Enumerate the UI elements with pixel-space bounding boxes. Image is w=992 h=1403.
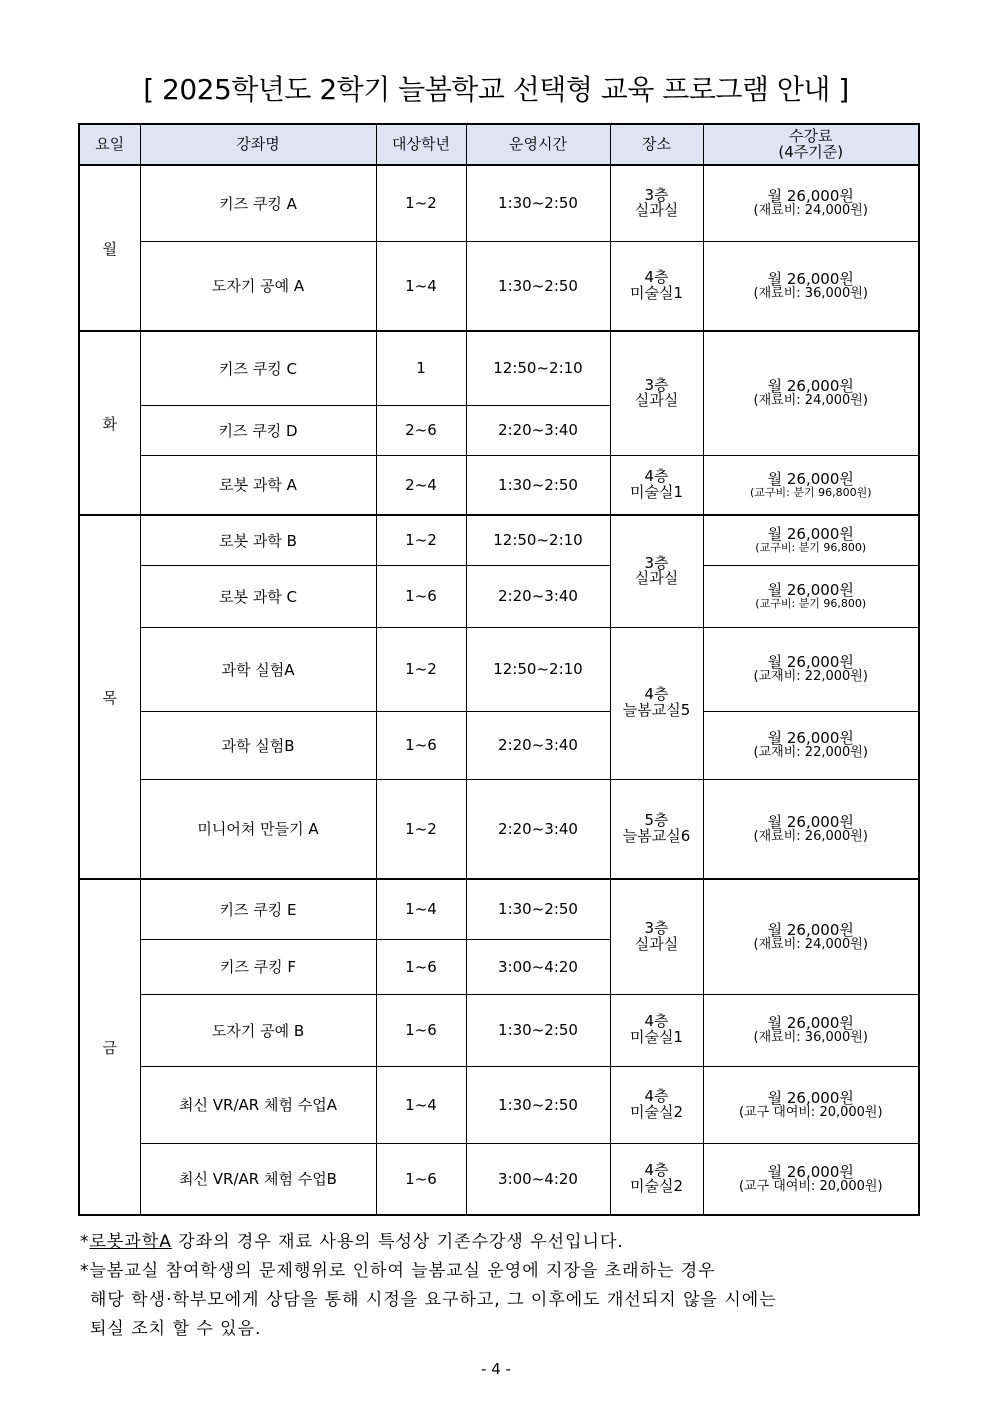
fee-monthly: 월 26,000원: [767, 269, 854, 288]
fee-cell: [703, 879, 919, 994]
time-cell: 12:50~2:10: [466, 515, 610, 565]
course-name: 도자기 공예 A: [140, 241, 376, 331]
place-room: 실과실: [634, 569, 679, 588]
time-cell: 3:00~4:20: [466, 1143, 610, 1215]
place-cell: [610, 1066, 703, 1143]
fee-cell: [703, 515, 919, 565]
course-name: 로봇 과학 A: [140, 455, 376, 515]
place-floor: 5층: [644, 811, 669, 829]
header-course: 강좌명: [140, 124, 376, 165]
course-name: 키즈 쿠킹 A: [140, 165, 376, 241]
fee-extra: (교재비: 22,000원): [753, 669, 868, 684]
table-row: [79, 455, 919, 515]
fee-monthly: 월 26,000원: [767, 1162, 854, 1181]
header-row: [79, 124, 919, 165]
place-floor: 4층: [644, 1086, 669, 1105]
header-place: 장소: [610, 124, 703, 165]
time-cell: 2:20~3:40: [466, 711, 610, 779]
place-floor: 4층: [644, 1161, 669, 1179]
place-room: 실과실: [634, 391, 679, 410]
fee-extra: (재료비: 24,000원): [753, 936, 868, 952]
place-room: 늘봄교실6: [622, 826, 691, 845]
place-floor: 3층: [644, 919, 669, 937]
time-cell: 1:30~2:50: [466, 879, 610, 939]
day-cell: 목: [79, 515, 140, 879]
table-row: [79, 779, 919, 879]
fee-monthly: 월 26,000원: [767, 469, 854, 488]
day-cell: 월: [79, 165, 140, 331]
table-row: [79, 165, 919, 241]
note-2-line3: 퇴실 조치 할 수 있음.: [90, 1319, 262, 1339]
fee-monthly: 월 26,000원: [767, 729, 854, 747]
note-1-underlined: 로봇과학A: [89, 1232, 172, 1252]
place-floor: 3층: [644, 375, 669, 394]
header-time: 운영시간: [466, 124, 610, 165]
place-room: 실과실: [634, 201, 679, 220]
fee-extra: (교재비: 22,000원): [753, 745, 868, 760]
grade-cell: 2~6: [376, 405, 466, 455]
fee-cell: [703, 1143, 919, 1215]
place-cell: [610, 331, 703, 455]
place-room: 미술실2: [629, 1102, 683, 1121]
page-number: - 4 -: [481, 1360, 511, 1378]
table-row: [79, 331, 919, 405]
fee-extra: (재료비: 36,000원): [753, 285, 868, 301]
place-room: 실과실: [634, 934, 679, 953]
place-floor: 4층: [644, 1012, 669, 1031]
fee-monthly: 월 26,000원: [767, 187, 854, 206]
place-room: 미술실2: [629, 1176, 683, 1195]
header-fee: [703, 124, 919, 165]
table-row: [79, 515, 919, 565]
place-cell: [610, 455, 703, 515]
grade-cell: 1~2: [376, 165, 466, 241]
grade-cell: 1~6: [376, 565, 466, 627]
fee-cell: [703, 627, 919, 711]
time-cell: 1:30~2:50: [466, 1066, 610, 1143]
place-cell: [610, 994, 703, 1066]
course-name: 최신 VR/AR 체험 수업A: [140, 1066, 376, 1143]
header-grade: 대상학년: [376, 124, 466, 165]
day-cell: 화: [79, 331, 140, 515]
place-floor: 4층: [644, 268, 669, 286]
fee-cell: [703, 241, 919, 331]
course-name: 키즈 쿠킹 C: [140, 331, 376, 405]
page-title: [ 2025학년도 2학기 늘봄학교 선택형 교육 프로그램 안내 ]: [143, 73, 849, 106]
time-cell: 1:30~2:50: [466, 455, 610, 515]
place-cell: [610, 627, 703, 779]
grade-cell: 1~2: [376, 627, 466, 711]
course-name: 키즈 쿠킹 D: [140, 405, 376, 455]
grade-cell: 1~6: [376, 994, 466, 1066]
fee-extra: (재료비: 26,000원): [753, 828, 868, 844]
place-cell: [610, 1143, 703, 1215]
course-name: 키즈 쿠킹 E: [140, 879, 376, 939]
note-1-text: 강좌의 경우 재료 사용의 특성상 기존수강생 우선입니다.: [171, 1232, 624, 1252]
place-cell: [610, 165, 703, 241]
fee-monthly: 월 26,000원: [767, 1014, 854, 1032]
table-row: [79, 1066, 919, 1143]
fee-extra: (교구 대여비: 20,000원): [738, 1104, 883, 1120]
fee-cell: [703, 565, 919, 627]
fee-extra: (교구 대여비: 20,000원): [738, 1178, 883, 1194]
grade-cell: 1~6: [376, 939, 466, 994]
fee-monthly: 월 26,000원: [767, 920, 854, 939]
notes: [80, 1228, 920, 1344]
fee-cell: [703, 711, 919, 779]
fee-monthly: 월 26,000원: [767, 653, 854, 671]
time-cell: 12:50~2:10: [466, 331, 610, 405]
place-room: 미술실1: [629, 1028, 683, 1046]
fee-cell: [703, 165, 919, 241]
place-room: 미술실1: [629, 482, 683, 501]
place-floor: 3층: [644, 185, 669, 204]
fee-cell: [703, 779, 919, 879]
note-1-marker: *: [80, 1232, 90, 1252]
place-floor: 4층: [644, 685, 669, 704]
note-1: [80, 1228, 920, 1257]
time-cell: 2:20~3:40: [466, 565, 610, 627]
fee-monthly: 월 26,000원: [767, 377, 854, 396]
fee-extra: (교구비: 분기 96,800원): [749, 485, 872, 499]
time-cell: 12:50~2:10: [466, 627, 610, 711]
note-2-line2: 해당 학생·학부모에게 상담을 통해 시정을 요구하고, 그 이후에도 개선되지 않을 시에는: [90, 1290, 777, 1310]
time-cell: 2:20~3:40: [466, 779, 610, 879]
fee-extra: (재료비: 24,000원): [753, 203, 868, 219]
place-cell: [610, 515, 703, 627]
course-name: 로봇 과학 C: [140, 565, 376, 627]
place-room: 미술실1: [629, 283, 683, 302]
grade-cell: 1~2: [376, 779, 466, 879]
day-cell: 금: [79, 879, 140, 1215]
fee-extra: (재료비: 24,000원): [753, 393, 868, 409]
grade-cell: 1~2: [376, 515, 466, 565]
time-cell: 2:20~3:40: [466, 405, 610, 455]
fee-monthly: 월 26,000원: [767, 812, 854, 831]
course-name: 최신 VR/AR 체험 수업B: [140, 1143, 376, 1215]
fee-monthly: 월 26,000원: [767, 581, 854, 599]
time-cell: 1:30~2:50: [466, 241, 610, 331]
grade-cell: 1~4: [376, 879, 466, 939]
grade-cell: 1~4: [376, 241, 466, 331]
grade-cell: 1: [376, 331, 466, 405]
fee-cell: [703, 994, 919, 1066]
place-floor: 3층: [644, 553, 669, 572]
fee-cell: [703, 331, 919, 455]
table-row: [79, 994, 919, 1066]
table-row: [79, 711, 919, 779]
program-table: [78, 123, 920, 1216]
table-row: [79, 879, 919, 939]
grade-cell: 1~6: [376, 1143, 466, 1215]
course-name: 과학 실험B: [140, 711, 376, 779]
course-name: 과학 실험A: [140, 627, 376, 711]
time-cell: 1:30~2:50: [466, 994, 610, 1066]
place-cell: [610, 779, 703, 879]
fee-extra: (재료비: 36,000원): [753, 1030, 868, 1045]
fee-cell: [703, 455, 919, 515]
fee-extra: (교구비: 분기 96,800): [755, 541, 867, 555]
time-cell: 3:00~4:20: [466, 939, 610, 994]
table-row: [79, 565, 919, 627]
fee-cell: [703, 1066, 919, 1143]
fee-monthly: 월 26,000원: [767, 525, 854, 544]
course-name: 미니어쳐 만들기 A: [140, 779, 376, 879]
header-day: 요일: [79, 124, 140, 165]
header-fee-line1: 수강료: [789, 126, 833, 145]
note-2-line1: *늘봄교실 참여학생의 문제행위로 인하여 늘봄교실 운영에 지장을 초래하는 경우: [80, 1261, 716, 1281]
course-name: 도자기 공예 B: [140, 994, 376, 1066]
course-name: 로봇 과학 B: [140, 515, 376, 565]
course-name: 키즈 쿠킹 F: [140, 939, 376, 994]
table-row: [79, 241, 919, 331]
place-floor: 4층: [644, 467, 669, 485]
grade-cell: 1~4: [376, 1066, 466, 1143]
grade-cell: 1~6: [376, 711, 466, 779]
time-cell: 1:30~2:50: [466, 165, 610, 241]
table-row: [79, 627, 919, 711]
header-fee-line2: (4주기준): [778, 142, 844, 161]
place-cell: [610, 879, 703, 994]
table-row: [79, 1143, 919, 1215]
grade-cell: 2~4: [376, 455, 466, 515]
fee-extra: (교구비: 분기 96,800): [755, 597, 867, 610]
place-cell: [610, 241, 703, 331]
fee-monthly: 월 26,000원: [767, 1088, 854, 1107]
place-room: 늘봄교실5: [622, 701, 691, 719]
